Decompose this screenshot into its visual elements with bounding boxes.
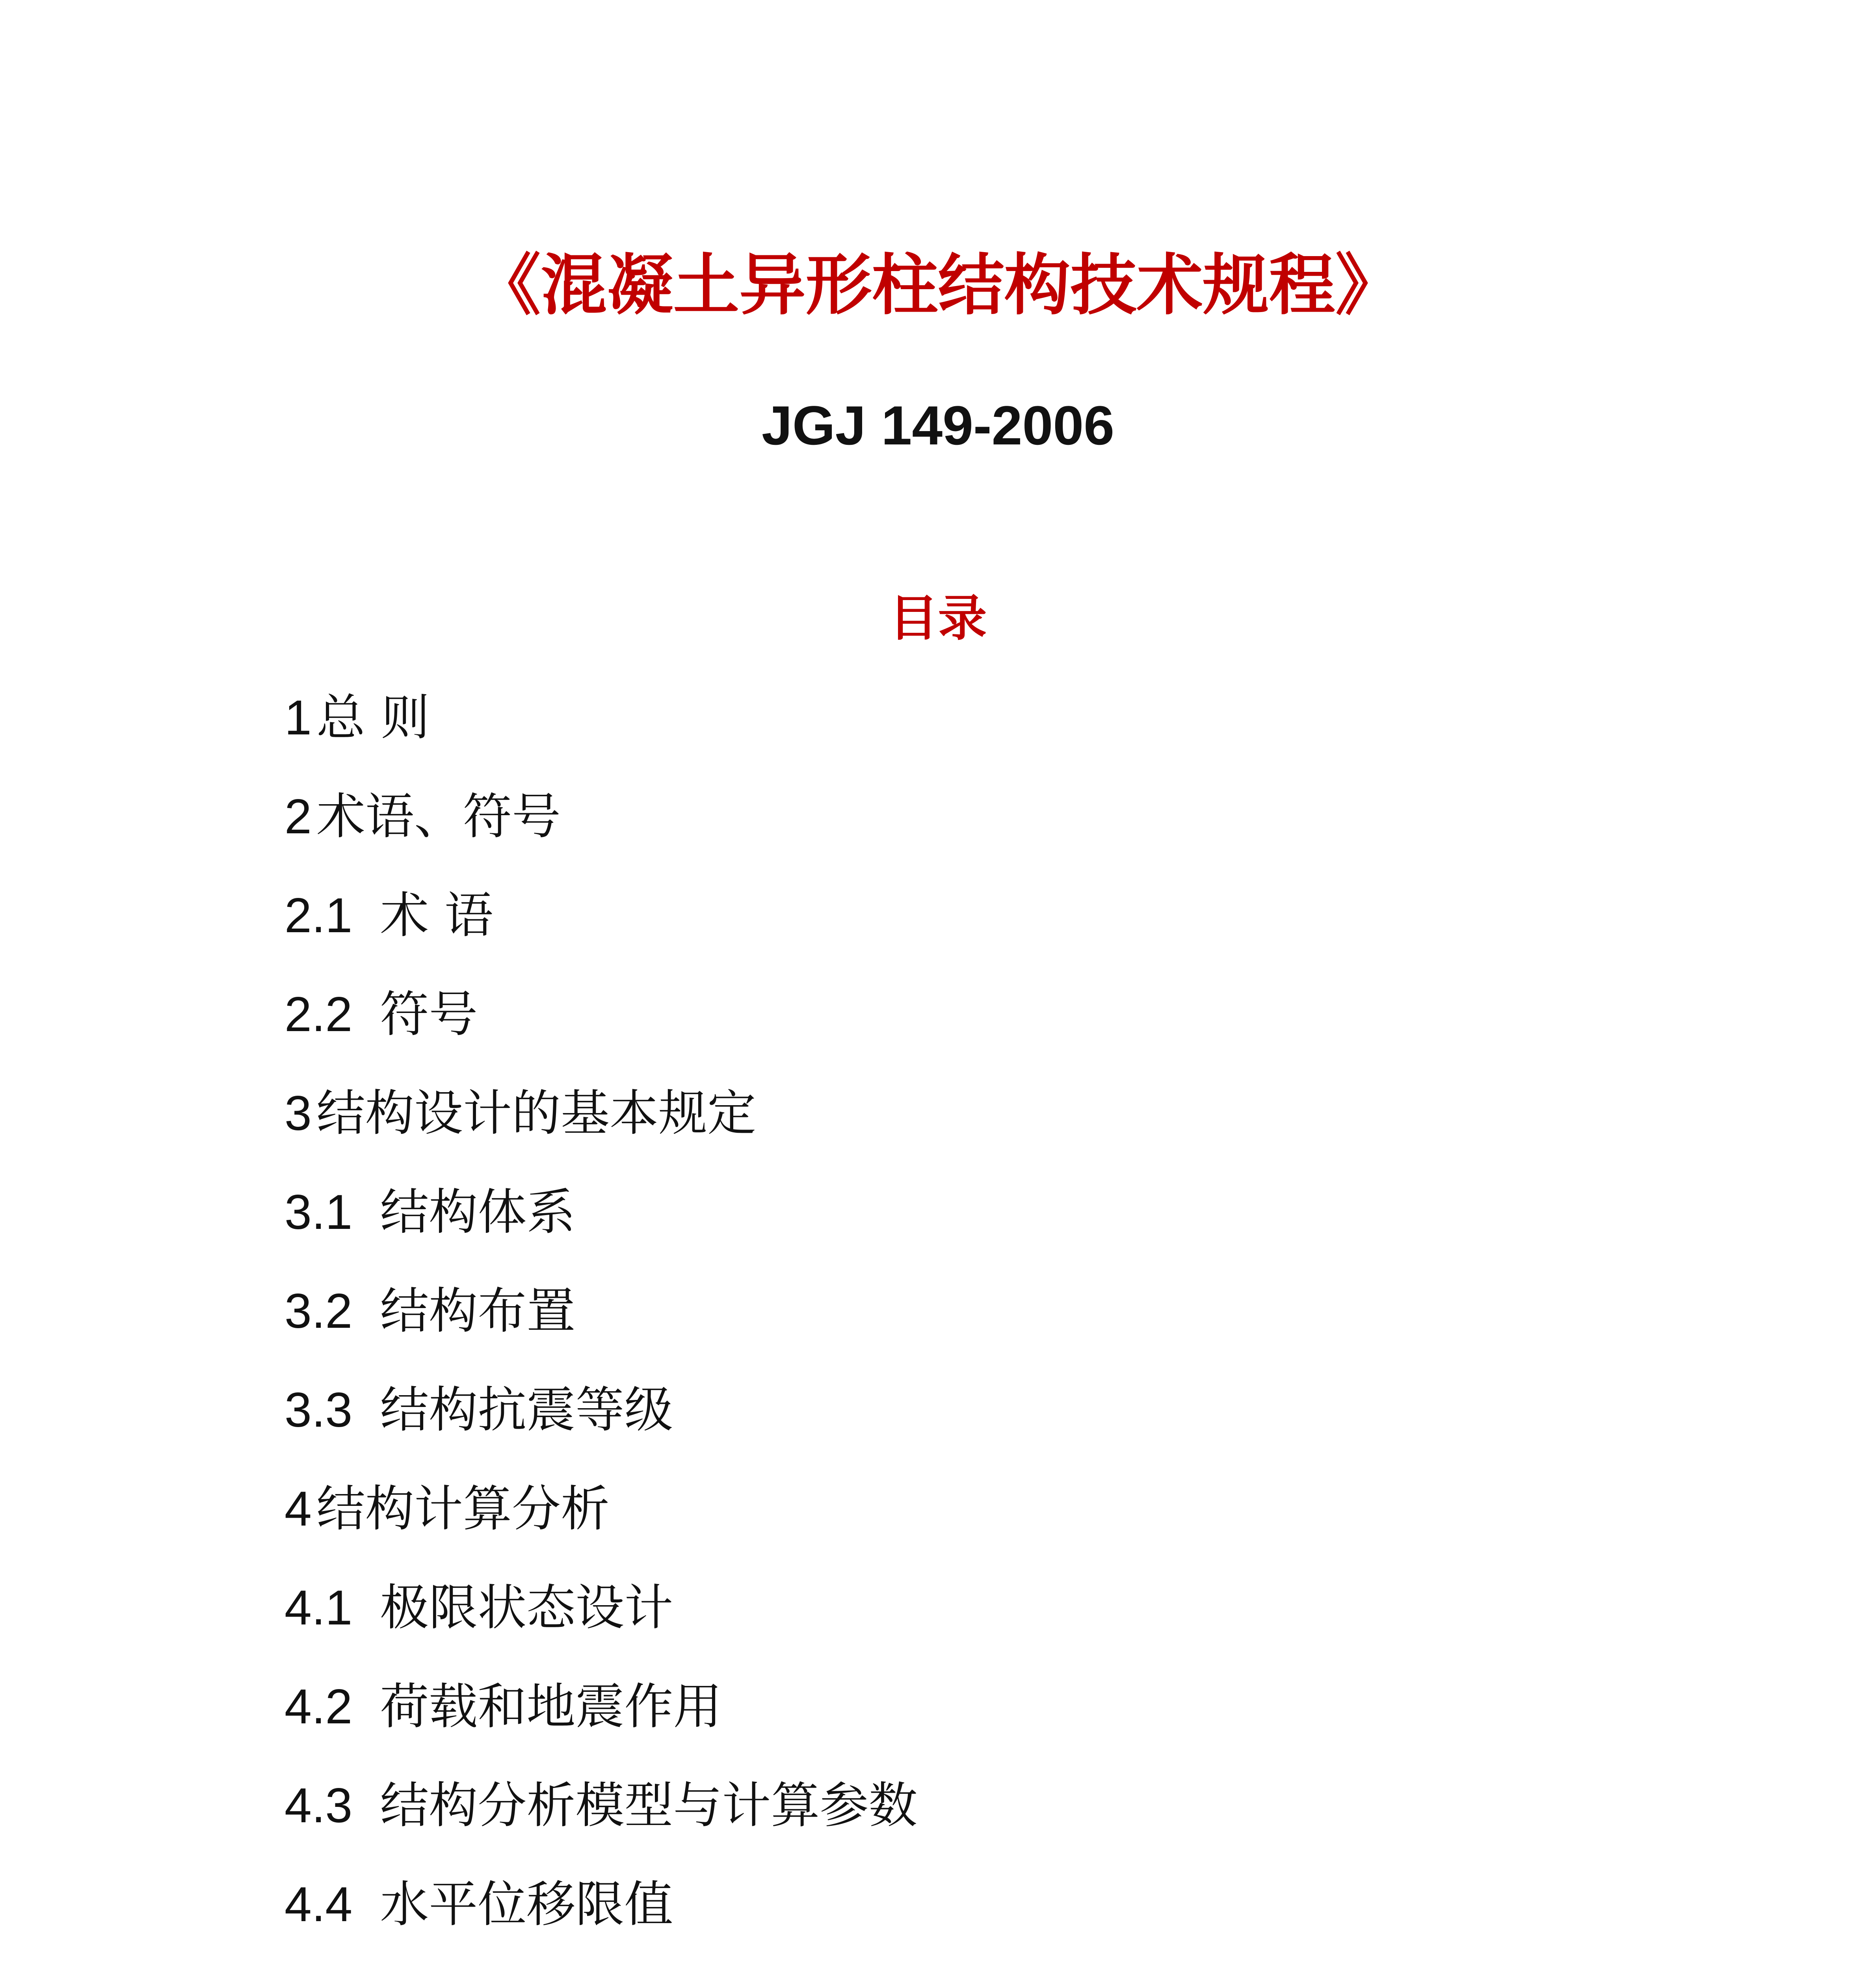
toc-item-number: 2 — [284, 790, 312, 844]
toc-item-text: 结构设计的基本规定 — [316, 1085, 756, 1142]
toc-item — [284, 1184, 1782, 1287]
toc-item-number: 4.4 — [284, 1877, 353, 1932]
toc-item — [284, 1085, 1782, 1188]
toc-item-text: 荷载和地震作用 — [380, 1678, 722, 1735]
toc-item-text: 结构体系 — [380, 1184, 576, 1241]
toc-item — [284, 1580, 1782, 1682]
toc-heading: 目录 — [889, 590, 987, 647]
toc-item-text: 水平位移限值 — [380, 1876, 673, 1933]
toc-item-text: 总 则 — [316, 690, 430, 746]
toc-item-text: 结构抗震等级 — [380, 1382, 673, 1438]
toc-item — [284, 1481, 1782, 1583]
toc-item — [284, 788, 1782, 891]
toc-item — [284, 1382, 1782, 1485]
toc-item-number: 3.1 — [284, 1185, 353, 1240]
toc-item — [284, 1876, 1782, 1970]
toc-item-number: 3.2 — [284, 1284, 353, 1338]
toc-item — [284, 986, 1782, 1089]
toc-item-text: 极限状态设计 — [380, 1580, 673, 1636]
toc-item-number: 4.2 — [284, 1680, 353, 1734]
toc-item-text: 结构布置 — [380, 1283, 576, 1340]
document-title: 《混凝土异形柱结构技术规程》 — [474, 247, 1402, 324]
toc-item-text: 结构分析模型与计算参数 — [380, 1777, 918, 1834]
toc-item-number: 3 — [284, 1086, 312, 1141]
toc-item-number: 1 — [284, 691, 312, 745]
toc-item — [284, 690, 1782, 792]
toc-item-text: 术 语 — [380, 887, 493, 944]
toc-item-text: 符号 — [380, 986, 478, 1043]
toc-item — [284, 887, 1782, 990]
toc-item — [284, 1678, 1782, 1781]
table-of-contents — [284, 690, 1782, 1970]
standard-code: JGJ 149-2006 — [761, 394, 1115, 456]
toc-item — [284, 1283, 1782, 1386]
toc-item-number: 3.3 — [284, 1383, 353, 1437]
toc-item-number: 4 — [284, 1482, 312, 1536]
toc-item-number: 2.1 — [284, 888, 353, 943]
toc-item-number: 2.2 — [284, 987, 353, 1042]
toc-item — [284, 1777, 1782, 1880]
toc-item-number: 4.3 — [284, 1779, 353, 1833]
toc-item-number: 4.1 — [284, 1581, 353, 1635]
toc-item-text: 结构计算分析 — [316, 1481, 610, 1537]
toc-item-text: 术语、符号 — [316, 788, 561, 845]
